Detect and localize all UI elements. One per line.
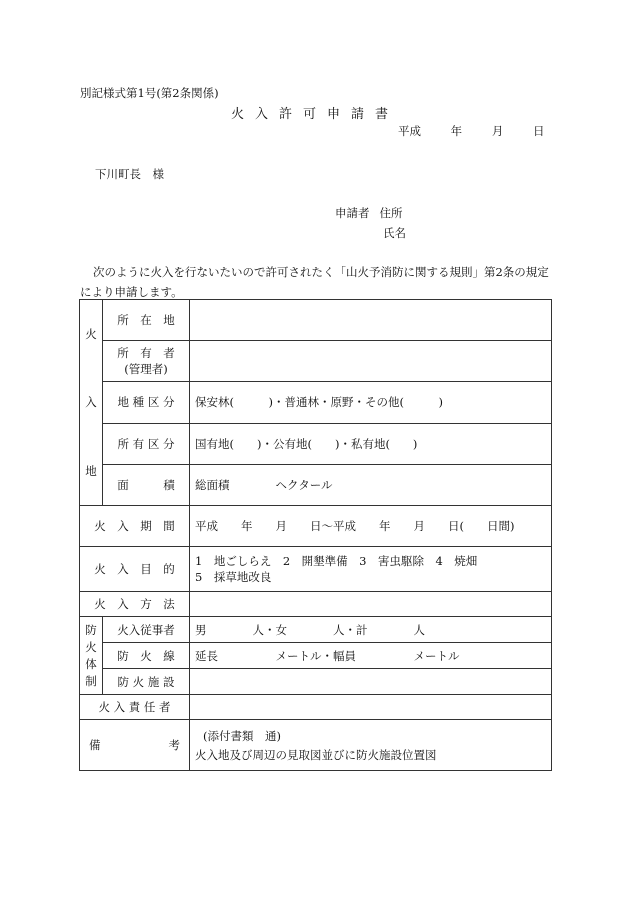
application-table	[79, 299, 552, 771]
responsible-label: 火 入 責 任 者	[80, 695, 190, 720]
date-month: 月	[491, 124, 504, 138]
addressee: 下川町長 様	[95, 167, 164, 181]
fire-prev-char-3: 体	[85, 656, 97, 671]
owner-label	[103, 341, 190, 382]
period-label: 火 入 期 間	[80, 506, 190, 547]
location-label: 所 在 地	[103, 300, 190, 341]
remarks-attachment-desc: 火入地及び周辺の見取図並びに防火施設位置図	[195, 747, 437, 762]
application-date	[398, 123, 544, 139]
body-text-line1: 次のように火入を行ないたいので許可されたく「山火予消防に関する規則」第2条の規定	[93, 265, 549, 279]
facility-label: 防 火 施 設	[103, 669, 190, 695]
date-era: 平成	[398, 124, 421, 138]
purpose-field[interactable]	[190, 547, 552, 592]
remarks-attachments: (添付書類 通)	[203, 728, 281, 743]
responsible-field[interactable]	[190, 695, 552, 720]
applicant-label: 申請者	[335, 206, 370, 220]
method-label: 火 入 方 法	[80, 592, 190, 617]
ownership-label: 所 有 区 分	[103, 423, 190, 464]
fire-prev-char-1: 防	[85, 622, 97, 637]
remarks-label-left: 備	[89, 738, 101, 752]
fire-land-char-1: 火	[85, 327, 97, 342]
owner-field[interactable]	[190, 341, 552, 382]
date-year: 年	[450, 124, 463, 138]
remarks-field[interactable]	[190, 720, 552, 771]
purpose-label: 火 入 目 的	[80, 547, 190, 592]
body-text-line2: により申請します。	[80, 285, 183, 299]
fire-prev-char-4: 制	[85, 673, 97, 688]
fire-land-group	[80, 300, 103, 506]
firebreak-field[interactable]: 延長 メートル・幅員 メートル	[190, 643, 552, 669]
form-number: 別記様式第1号(第2条関係)	[80, 86, 219, 100]
ownership-field[interactable]: 国有地( )・公有地( )・私有地( )	[190, 423, 552, 464]
fire-land-char-3: 地	[85, 463, 97, 478]
purpose-options-line1: 1 地ごしらえ 2 開墾準備 3 害虫駆除 4 焼畑	[195, 554, 478, 568]
fire-prevention-group	[80, 617, 103, 695]
remarks-label	[80, 720, 190, 771]
land-category-label: 地 種 区 分	[103, 382, 190, 423]
firebreak-label: 防 火 線	[103, 643, 190, 669]
owner-label-main: 所 有 者	[117, 346, 175, 361]
area-label: 面 積	[103, 464, 190, 505]
area-field[interactable]: 総面積 ヘクタール	[190, 464, 552, 505]
location-field[interactable]	[190, 300, 552, 341]
fire-land-char-2: 入	[85, 395, 97, 410]
workers-field[interactable]: 男 人・女 人・計 人	[190, 617, 552, 643]
owner-label-sub: (管理者)	[124, 362, 168, 377]
workers-label: 火入従事者	[103, 617, 190, 643]
land-category-field[interactable]: 保安林( )・普通林・原野・その他( )	[190, 382, 552, 423]
remarks-label-right: 考	[168, 738, 180, 752]
period-field[interactable]: 平成 年 月 日〜平成 年 月 日( 日間)	[190, 506, 552, 547]
applicant-address	[335, 205, 403, 221]
date-day: 日	[532, 124, 545, 138]
method-field[interactable]	[190, 592, 552, 617]
purpose-options-line2: 5 採草地改良	[195, 570, 272, 584]
fire-prev-char-2: 火	[85, 639, 97, 654]
applicant-name: 氏名	[383, 226, 406, 240]
facility-field[interactable]	[190, 669, 552, 695]
address-label: 住所	[379, 206, 403, 220]
page-title: 火入許可申請書	[230, 107, 399, 122]
